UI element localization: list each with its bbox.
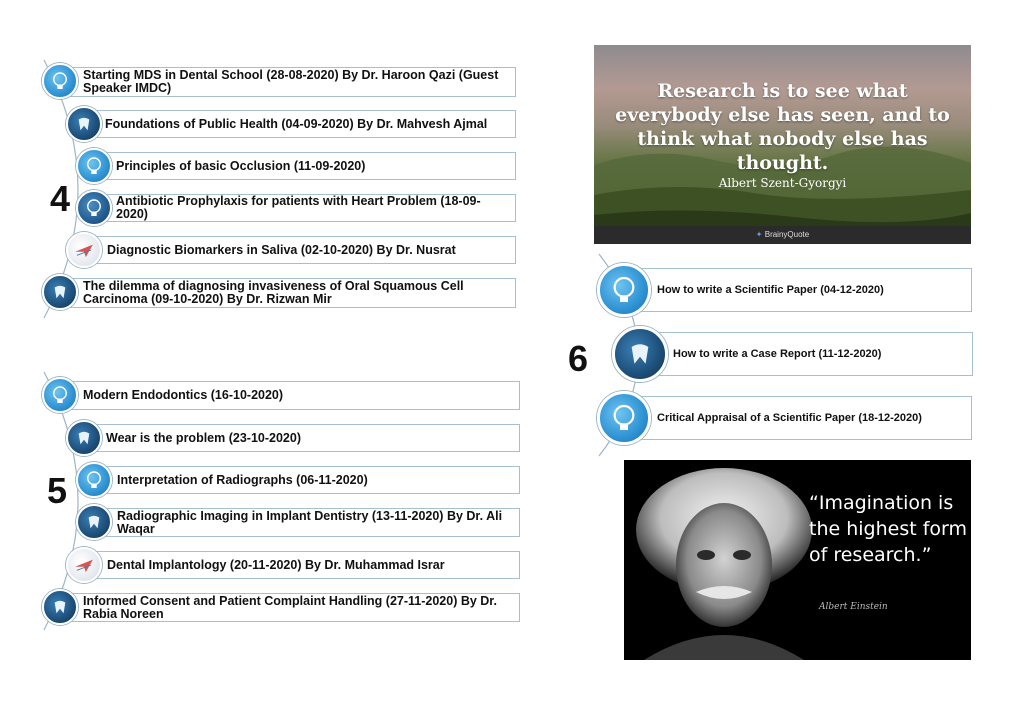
topic-title: Critical Appraisal of a Scientific Paper (18-12-2020) [657, 412, 922, 424]
topic-box [94, 466, 520, 494]
topic-box [94, 508, 520, 537]
section-number-6: 6 [568, 338, 589, 379]
topic-box [84, 424, 520, 452]
topic-box [84, 236, 516, 264]
research-quote-image [594, 45, 971, 244]
tooth-icon [42, 274, 78, 310]
topic-box [62, 278, 516, 308]
topic-box [624, 396, 972, 440]
topic-box [624, 268, 972, 312]
topic-title: Wear is the problem (23-10-2020) [106, 430, 301, 445]
topic-box [62, 593, 520, 622]
topic-box [640, 332, 973, 376]
tooth-icon [66, 420, 102, 456]
tooth-icon [42, 589, 78, 625]
topic-title: How to write a Scientific Paper (04-12-2020) [657, 284, 884, 296]
lightbulb-icon [597, 391, 651, 445]
lightbulb-icon [76, 148, 112, 184]
topic-title: Dental Implantology (20-11-2020) By Dr. Muhammad Israr [107, 557, 445, 572]
lightbulb-icon [42, 63, 78, 99]
brand-logo-icon: ✦ [755, 230, 763, 239]
topic-box [84, 110, 516, 138]
section-number-4: 4 [50, 178, 71, 219]
paper-plane-icon [66, 232, 102, 268]
quote-author: Albert Szent-Gyorgyi [718, 176, 847, 190]
tooth-icon [76, 504, 112, 540]
topic-title: Starting MDS in Dental School (28-08-2020) By Dr. Haroon Qazi (Guest Speaker IMDC) [83, 68, 499, 95]
topic-box [94, 194, 516, 222]
brand-footer [594, 226, 971, 244]
topic-box [94, 152, 516, 180]
tooth-icon [66, 106, 102, 142]
topic-box [62, 381, 520, 410]
quote-text: Research is to see what everybody else has seen, and to think what nobody else has thought. [615, 80, 950, 174]
topic-title: Informed Consent and Patient Complaint Handling (27-11-2020) By Dr. Rabia Noreen [83, 593, 497, 621]
lightbulb-icon [42, 377, 78, 413]
paper-plane-icon [66, 547, 102, 583]
quote-text: “Imagination is the highest form of research.” [809, 492, 968, 566]
topic-box [84, 551, 520, 579]
section-number-5: 5 [47, 470, 68, 511]
topic-title: Diagnostic Biomarkers in Saliva (02-10-2020) By Dr. Nusrat [107, 242, 456, 257]
lightbulb-icon [76, 190, 112, 226]
topic-box [62, 67, 516, 97]
einstein-portrait [624, 460, 814, 660]
topic-title: The dilemma of diagnosing invasiveness of Oral Squamous Cell Carcinoma (09-10-2020) By Dr. Rizwan Mir [83, 279, 464, 306]
topic-title: Principles of basic Occlusion (11-09-2020) [116, 158, 366, 173]
lightbulb-icon [76, 462, 112, 498]
brand-name: BrainyQuote [764, 230, 810, 239]
topic-title: Interpretation of Radiographs (06-11-2020) [117, 472, 368, 487]
tooth-icon [612, 326, 668, 382]
topic-title: Foundations of Public Health (04-09-2020) By Dr. Mahvesh Ajmal [105, 116, 488, 131]
imagination-quote-image [624, 460, 971, 660]
topic-title: Modern Endodontics (16-10-2020) [83, 388, 284, 402]
topic-title: Radiographic Imaging in Implant Dentistry (13-11-2020) By Dr. Ali Waqar [117, 508, 503, 536]
lightbulb-icon [597, 263, 651, 317]
topic-title: How to write a Case Report (11-12-2020) [673, 348, 882, 360]
quote-signature: Albert Einstein [819, 602, 888, 612]
topic-title: Antibiotic Prophylaxis for patients with Heart Problem (18-09-2020) [116, 194, 481, 221]
